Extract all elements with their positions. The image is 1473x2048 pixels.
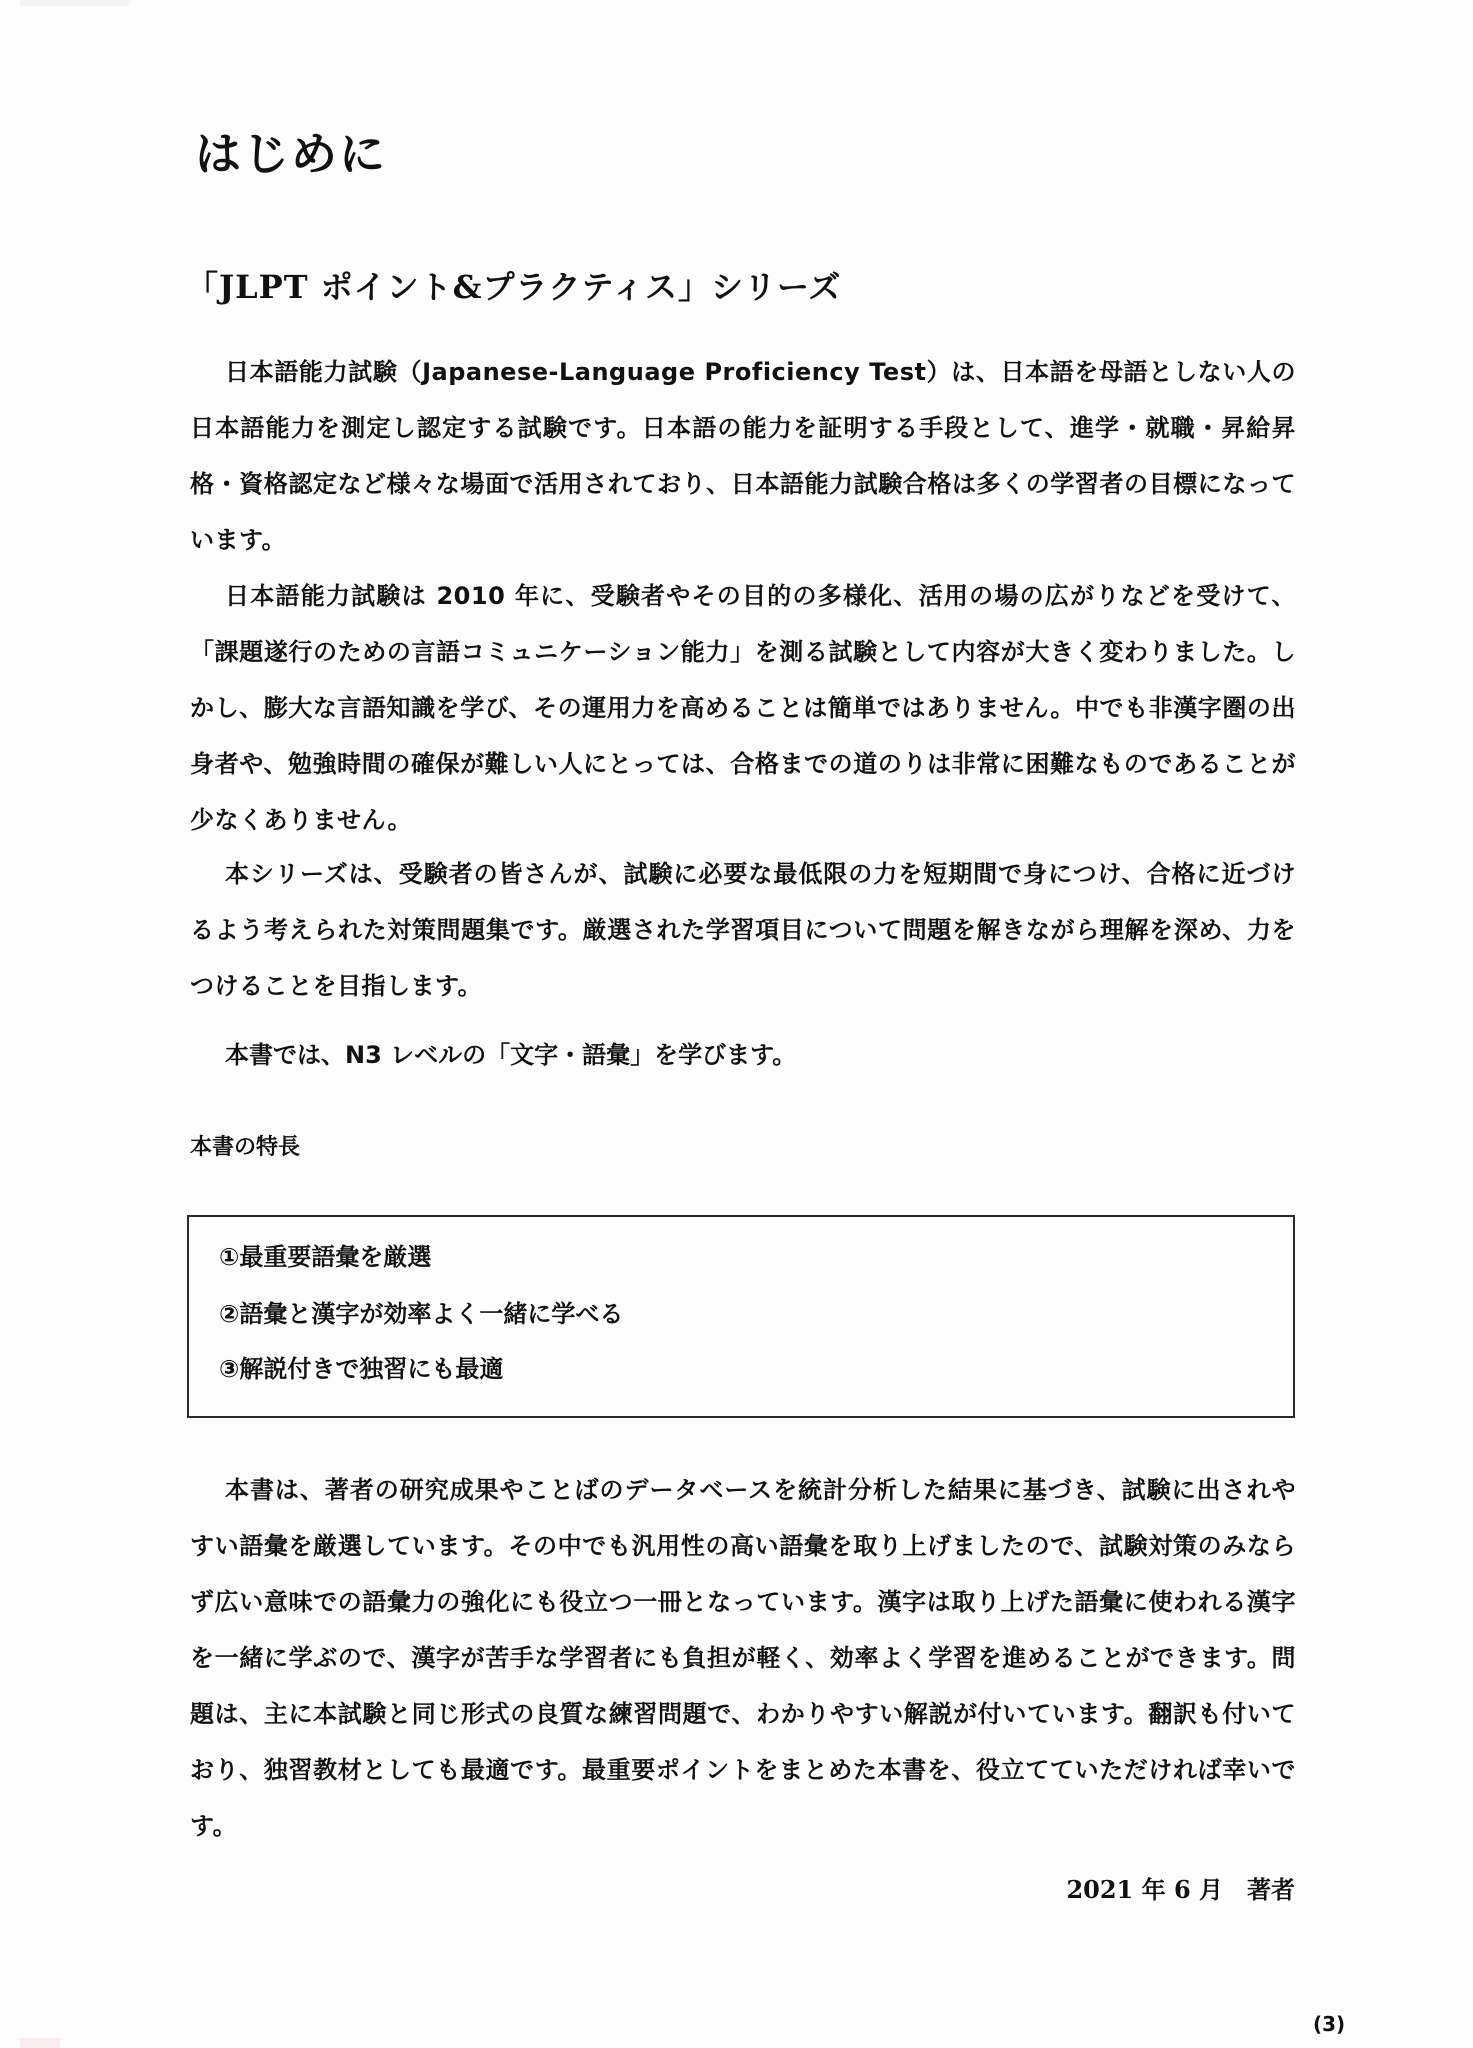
paragraph-text: 日本語能力試験（Japanese-Language Proficiency Test）は、日本語を母語としない人の日本語能力を測定し認定する試験です。日本語の能力を証明する手段として、進学・就職・昇給昇格・資格認定など様々な場面で活用されており、日本語能力試験合格は多くの学習者の目標になっています。 xyxy=(190,358,1296,554)
date-signature: 2021 年 6 月 著者 xyxy=(1066,1875,1295,1904)
features-box xyxy=(187,1215,1295,1418)
scan-artifact xyxy=(20,0,130,6)
closing-paragraph xyxy=(190,1462,1296,1854)
page-title: はじめに xyxy=(195,127,387,181)
paragraph-text: 本シリーズは、受験者の皆さんが、試験に必要な最低限の力を短期間で身につけ、合格に近づけるよう考えられた対策問題集です。厳選された学習項目について問題を解きながら理解を深め、力をつけることを目指します。 xyxy=(190,860,1296,1000)
scan-artifact xyxy=(20,2038,60,2048)
intro-paragraph-1 xyxy=(190,344,1296,568)
intro-paragraph-3 xyxy=(190,846,1296,1014)
intro-paragraph-2 xyxy=(190,568,1296,848)
feature-item: ①最重要語彙を厳選 xyxy=(219,1243,432,1271)
feature-item: ②語彙と漢字が効率よく一緒に学べる xyxy=(219,1300,624,1328)
features-heading: 本書の特長 xyxy=(190,1135,301,1160)
section-title: 「JLPT ポイント&プラクティス」シリーズ xyxy=(186,268,842,306)
paragraph-text: 本書は、著者の研究成果やことばのデータベースを統計分析した結果に基づき、試験に出されやすい語彙を厳選しています。その中でも汎用性の高い語彙を取り上げましたので、試験対策のみならず広い意味での語彙力の強化にも役立つ一冊となっています。漢字は取り上げた語彙に使われる漢字を一緒に学ぶので、漢字が苦手な学習者にも負担が軽く、効率よく学習を進めることができます。問題は、主に本試験と同じ形式の良質な練習問題で、わかりやすい解説が付いています。翻訳も付いており、独習教材としても最適です。最重要ポイントをまとめた本書を、役立てていただければ幸いです。 xyxy=(190,1476,1296,1840)
page-number: (3) xyxy=(1313,2012,1346,2036)
paragraph-text: 日本語能力試験は 2010 年に、受験者やその目的の多様化、活用の場の広がりなどを受けて、「課題遂行のための言語コミュニケーション能力」を測る試験として内容が大きく変わりました。しかし、膨大な言語知識を学び、その運用力を高めることは簡単ではありません。中でも非漢字圏の出身者や、勉強時間の確保が難しい人にとっては、合格までの道のりは非常に困難なものであることが少なくありません。 xyxy=(190,582,1296,834)
level-statement: 本書では、N3 レベルの「文字・語彙」を学びます。 xyxy=(225,1041,797,1069)
feature-item: ③解説付きで独習にも最適 xyxy=(219,1355,504,1383)
